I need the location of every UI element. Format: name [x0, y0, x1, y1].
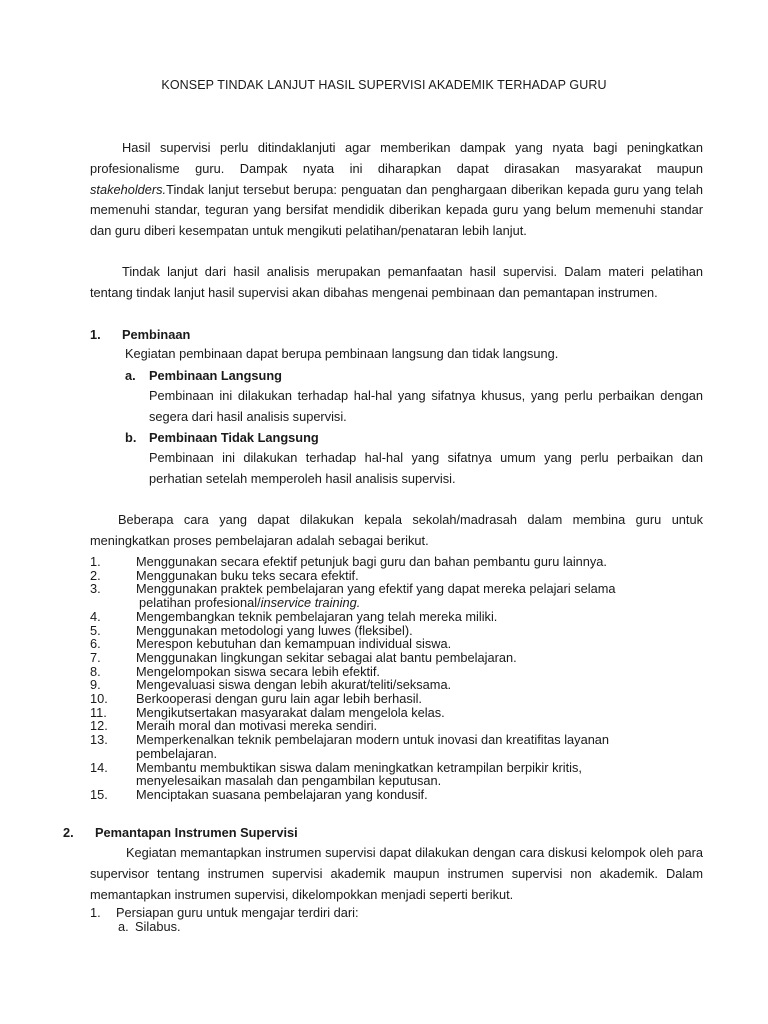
list-item-text: Mengevaluasi siswa dengan lebih akurat/teliti/seksama. — [136, 677, 452, 693]
list-item-text: Meraih moral dan motivasi mereka sendiri. — [136, 718, 378, 734]
subsection-a-letter: a. — [125, 368, 136, 383]
list-item-text: Membantu membuktikan siswa dalam meningkatkan ketrampilan berpikir kritis, — [136, 759, 582, 775]
list-item — [90, 624, 710, 638]
list-item-number: 1. — [90, 554, 101, 569]
list-item-number: 4. — [90, 608, 101, 624]
list-item — [90, 637, 710, 651]
list-item-text-italic: inservice training. — [260, 595, 361, 611]
section-1-title: Pembinaan — [122, 327, 191, 342]
section-2-item-1 — [90, 905, 359, 920]
section-2-item-1-number: 1. — [90, 905, 101, 920]
list-item-text-continued: menyelesaikan masalah dan pengambilan keputusan. — [136, 773, 442, 789]
intro-paragraph-2: Tindak lanjut dari hasil analisis merupakan pemanfaatan hasil supervisi. Dalam materi pelatihan tentang tindak lanjut hasil supervisi akan dibahas mengenai pembinaan dan pemantapan instrumen. — [90, 264, 703, 300]
list-item-number: 2. — [90, 567, 101, 583]
section-2-item-1a-text: Silabus. — [135, 919, 181, 934]
list-item-number: 10. — [90, 691, 108, 707]
section-2-number: 2. — [63, 825, 74, 840]
subsection-b-text: Pembinaan ini dilakukan terhadap hal-hal yang sifatnya umum yang perlu perbaikan dan perhatian setelah memperoleh hasil analisis supervisi. — [149, 450, 703, 486]
list-item — [90, 569, 710, 583]
list-item — [90, 733, 710, 760]
list-item — [90, 719, 710, 733]
list-item-number: 8. — [90, 663, 101, 679]
list-item — [90, 665, 710, 679]
list-item-text: Menggunakan secara efektif petunjuk bagi guru dan bahan pembantu guru lainnya. — [136, 554, 607, 569]
list-item-number: 14. — [90, 759, 108, 775]
section-1-text: Kegiatan pembinaan dapat berupa pembinaan langsung dan tidak langsung. — [125, 346, 559, 361]
subsection-b-heading — [125, 430, 319, 445]
list-item-text: Merespon kebutuhan dan kemampuan individual siswa. — [136, 636, 452, 652]
subsection-a-title: Pembinaan Langsung — [149, 368, 282, 383]
ways-list — [90, 555, 710, 802]
list-item — [90, 761, 710, 788]
list-item-text: Menggunakan lingkungan sekitar sebagai alat bantu pembelajaran. — [136, 649, 517, 665]
list-item — [90, 651, 710, 665]
list-item-number: 3. — [90, 581, 101, 597]
list-item — [90, 582, 710, 609]
ways-intro: Beberapa cara yang dapat dilakukan kepala sekolah/madrasah dalam membina guru untuk meningkatkan proses pembelajaran adalah sebagai berikut. — [90, 512, 703, 548]
list-item-text-continued: pembelajaran. — [136, 745, 218, 761]
list-item-number: 11. — [90, 704, 107, 720]
list-item-number: 13. — [90, 732, 108, 748]
section-2-heading — [63, 825, 298, 840]
list-item-text: Menciptakan suasana pembelajaran yang kondusif. — [136, 786, 428, 802]
list-item-text: Mengelompokan siswa secara lebih efektif. — [136, 663, 380, 679]
list-item-text: Mengembangkan teknik pembelajaran yang telah mereka miliki. — [136, 608, 498, 624]
section-2-item-1a — [118, 919, 181, 934]
list-item-number: 7. — [90, 649, 101, 665]
section-1-number: 1. — [90, 327, 101, 342]
subsection-b-letter: b. — [125, 430, 137, 445]
intro-p1-italic: stakeholders. — [90, 181, 167, 197]
intro-paragraph-1 — [90, 138, 703, 242]
list-item — [90, 692, 710, 706]
section-2-item-1a-letter: a. — [118, 919, 129, 934]
list-item-text: Menggunakan praktek pembelajaran yang efektif yang dapat mereka pelajari selama — [136, 581, 616, 597]
list-item-number: 15. — [90, 786, 108, 802]
section-2-text: Kegiatan memantapkan instrumen supervisi dapat dilakukan dengan cara diskusi kelompok oleh para supervisor tentang instrumen supervisi akademik maupun instrumen supervisi non akademik. Dalam memantapkan instrumen supervisi, dikelompokkan menjadi seperti berikut. — [90, 845, 703, 902]
section-2-item-1-text: Persiapan guru untuk mengajar terdiri dari: — [116, 905, 359, 920]
list-item-text-part: pelatihan profesional/ — [139, 595, 261, 611]
list-item-number: 12. — [90, 718, 108, 734]
list-item — [90, 788, 710, 802]
list-item — [90, 678, 710, 692]
list-item — [90, 706, 710, 720]
list-item-text: Memperkenalkan teknik pembelajaran modern untuk inovasi dan kreatifitas layanan — [136, 732, 610, 748]
section-1-heading — [90, 327, 191, 342]
list-item-number: 9. — [90, 677, 101, 693]
list-item — [90, 555, 710, 569]
list-item-number: 6. — [90, 636, 101, 652]
subsection-b-title: Pembinaan Tidak Langsung — [149, 430, 319, 445]
list-item-text: Mengikutsertakan masyarakat dalam mengelola kelas. — [136, 704, 445, 720]
list-item-text-continued — [136, 596, 710, 610]
document-title: KONSEP TINDAK LANJUT HASIL SUPERVISI AKADEMIK TERHADAP GURU — [161, 78, 607, 92]
list-item-number: 5. — [90, 622, 101, 638]
list-item-text: Menggunakan buku teks secara efektif. — [136, 567, 359, 583]
list-item-text: Berkooperasi dengan guru lain agar lebih berhasil. — [136, 691, 422, 707]
subsection-a-text: Pembinaan ini dilakukan terhadap hal-hal yang sifatnya khusus, yang perlu perbaikan dengan segera dari hasil analisis supervisi. — [149, 388, 703, 424]
subsection-a-heading — [125, 368, 282, 383]
list-item-text: Menggunakan metodologi yang luwes (fleksibel). — [136, 622, 413, 638]
list-item — [90, 610, 710, 624]
intro-p1-text-end: Tindak lanjut tersebut berupa: penguatan dan penghargaan diberikan kepada guru yang telah memenuhi standar, teguran yang bersifat mendidik diberikan kepada guru yang belum memenuhi standar dan guru diberi kesempatan untuk mengikuti pelatihan/penataran lebih lanjut. — [90, 181, 703, 239]
section-2-title: Pemantapan Instrumen Supervisi — [95, 825, 298, 840]
intro-p1-text: Hasil supervisi perlu ditindaklanjuti agar memberikan dampak yang nyata bagi peningkatkan profesionalisme guru. Dampak nyata ini diharapkan dapat dirasakan masyarakat maupun — [90, 140, 703, 176]
